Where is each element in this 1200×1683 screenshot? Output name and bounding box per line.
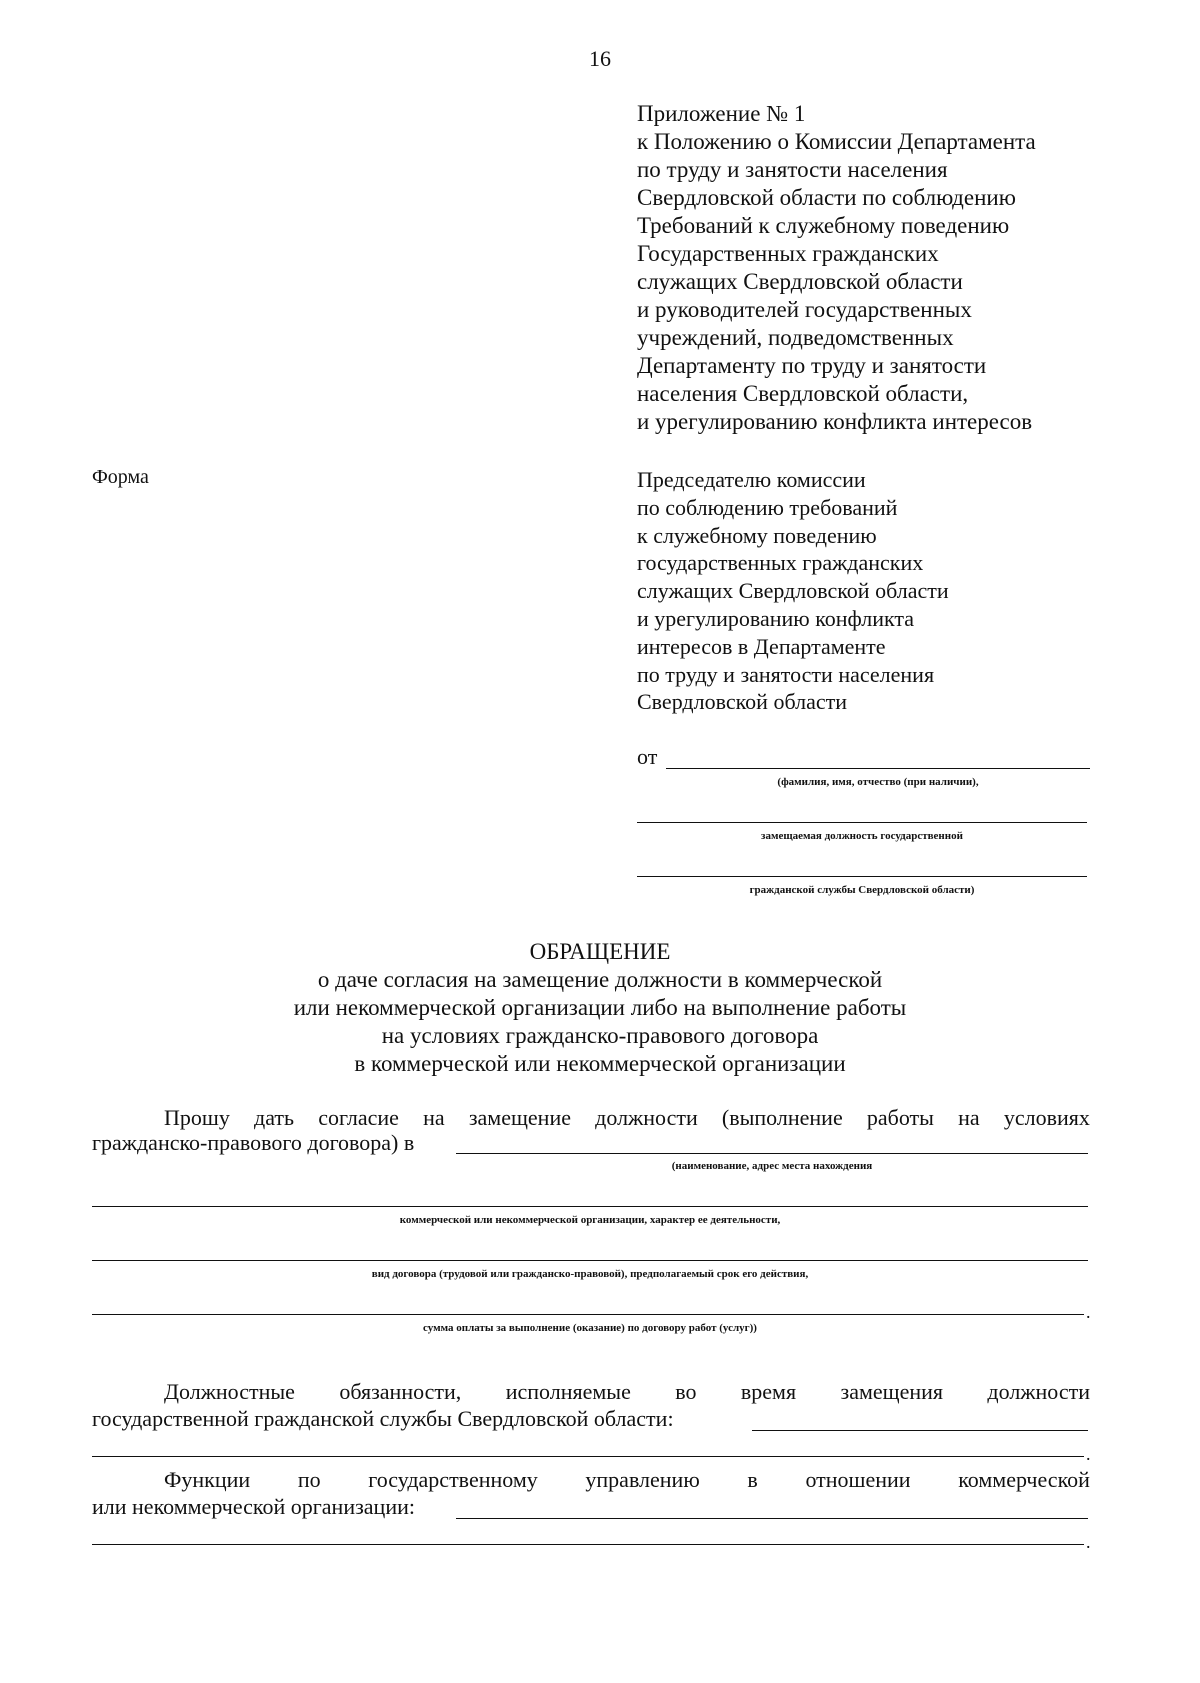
functions-field-1[interactable] <box>456 1518 1088 1519</box>
appendix-line: и руководителей государственных <box>637 297 972 322</box>
from-caption-name: (фамилия, имя, отчество (при наличии), <box>777 776 979 788</box>
word: замещения <box>840 1379 944 1404</box>
title-line: в коммерческой или некоммерческой организации <box>354 1051 846 1076</box>
addressee-line: интересов в Департаменте <box>637 633 886 659</box>
request-line-1 <box>164 1104 1090 1132</box>
addressee-block <box>637 466 949 716</box>
word: в <box>747 1467 758 1492</box>
from-name-field[interactable] <box>666 768 1090 769</box>
title-line: о даче согласия на замещение должности в коммерческой <box>317 967 883 992</box>
addressee-line: Председателю комиссии <box>637 467 866 492</box>
title-line: на условиях гражданско-правового договора <box>381 1023 819 1048</box>
word: отношении <box>805 1467 911 1492</box>
appendix-line: по труду и занятости населения <box>637 157 948 182</box>
title-heading: ОБРАЩЕНИЕ <box>529 939 671 964</box>
word: государственному <box>368 1467 538 1492</box>
title-line: или некоммерческой организации либо на выполнение работы <box>293 995 907 1020</box>
appendix-line: Свердловской области по соблюдению <box>637 185 1016 210</box>
addressee-line: служащих Свердловской области <box>637 578 949 604</box>
duties-field-1[interactable] <box>752 1430 1088 1431</box>
word: должности <box>595 1105 698 1130</box>
word: работы <box>866 1105 934 1130</box>
document-title <box>0 938 1200 1078</box>
from-caption-service: гражданской службы Свердловской области) <box>749 884 975 896</box>
appendix-line: Требований к служебному поведению <box>637 213 1010 238</box>
functions-line-2-prefix: или некоммерческой организации: <box>92 1494 415 1519</box>
payment-field[interactable] <box>92 1314 1084 1315</box>
appendix-line: населения Свердловской области, <box>637 381 969 406</box>
word: коммерческой <box>958 1467 1090 1492</box>
word: исполняемые <box>505 1379 631 1404</box>
word: дать <box>254 1105 295 1130</box>
request-caption-3: вид договора (трудовой или гражданско-правовой), предполагаемый срок его действия, <box>371 1268 809 1280</box>
addressee-line: государственных гражданских <box>637 550 924 576</box>
duties-field-2[interactable] <box>92 1456 1084 1457</box>
word: Должностные <box>164 1379 295 1404</box>
word: по <box>297 1467 321 1492</box>
appendix-block <box>637 100 1036 436</box>
addressee-line: к служебному поведению <box>637 522 877 548</box>
addressee-line: по соблюдению требований <box>637 494 898 520</box>
word: согласие <box>318 1105 399 1130</box>
page-number: 16 <box>589 46 611 71</box>
period-mark: . <box>1086 1532 1091 1552</box>
appendix-line: Департаменту по труду и занятости <box>637 353 987 378</box>
word: во <box>675 1379 697 1404</box>
from-caption-position: замещаемая должность государственной <box>761 830 963 842</box>
word: (выполнение <box>721 1105 843 1130</box>
functions-field-2[interactable] <box>92 1544 1084 1545</box>
request-caption-1: (наименование, адрес места нахождения <box>671 1160 873 1172</box>
word: должности <box>987 1379 1090 1404</box>
from-label: от <box>637 744 658 769</box>
appendix-line: Государственных гражданских <box>637 241 939 266</box>
request-caption-4: сумма оплаты за выполнение (оказание) по договору работ (услуг)) <box>423 1322 757 1334</box>
word: на <box>958 1105 980 1130</box>
addressee-line: и урегулированию конфликта <box>637 605 915 631</box>
word: Прошу <box>164 1105 230 1130</box>
request-caption-2: коммерческой или некоммерческой организации, характер ее деятельности, <box>399 1214 781 1226</box>
period-mark: . <box>1086 1444 1091 1464</box>
appendix-line: Приложение № 1 <box>637 101 806 126</box>
functions-line-1 <box>164 1466 1090 1494</box>
contract-field[interactable] <box>92 1260 1088 1261</box>
word: управлению <box>585 1467 700 1492</box>
word: условиях <box>1003 1105 1090 1130</box>
word: замещение <box>468 1105 571 1130</box>
word: Функции <box>164 1467 251 1492</box>
appendix-line: служащих Свердловской области <box>637 269 963 294</box>
period-mark: . <box>1086 1302 1091 1322</box>
word: обязанности, <box>339 1379 462 1404</box>
addressee-line: Свердловской области <box>637 689 847 715</box>
from-position-field[interactable] <box>637 822 1087 823</box>
organization-field-2[interactable] <box>92 1206 1088 1207</box>
from-service-field[interactable] <box>637 876 1087 877</box>
appendix-line: к Положению о Комиссии Департамента <box>637 129 1036 154</box>
word: на <box>423 1105 445 1130</box>
addressee-line: по труду и занятости населения <box>637 661 935 687</box>
appendix-line: и урегулированию конфликта интересов <box>637 409 1033 434</box>
request-line-2-prefix: гражданско-правового договора) в <box>92 1130 415 1155</box>
appendix-line: учреждений, подведомственных <box>637 325 954 350</box>
duties-line-1 <box>164 1378 1090 1406</box>
word: время <box>740 1379 797 1404</box>
organization-field-1[interactable] <box>456 1153 1088 1154</box>
duties-line-2-prefix: государственной гражданской службы Свердловской области: <box>92 1406 674 1431</box>
form-label: Форма <box>92 466 149 488</box>
